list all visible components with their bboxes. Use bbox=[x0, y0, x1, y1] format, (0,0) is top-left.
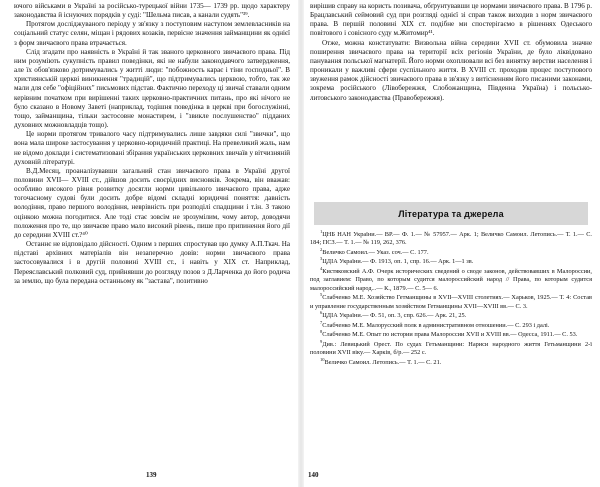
reference-text: Кистяковский А.Ф. Очерк исторических сведений о своде законов, действовавших в Малороссии, под заглавием: Право, по которым судится малороссийский народ // Права, по которым судится малороссийский народ...— К., 1879.— С. 5— 6. bbox=[310, 267, 592, 292]
paragraph: Отже, можна констатувати: Визвольна війна середини XVII ст. обумовила значне поширення звичаєвого права на території всіх регіонів України, де було ліквідовано панування польської магнатерії. Його норми охоплювали всі без винятку верстви населення і проникали у важливі сфери суспільного життя. В XVIII ст. проходив процес поступового звуження рамок дійсності звичаєвого права в зв'язку з витісненням його писаними законами, зокрема російського (Лівобережжя, Слобожанщина, Південна Україна) і польсько-литовського законодавства (Правобережжя). bbox=[310, 38, 592, 102]
reference-item bbox=[310, 246, 592, 257]
reference-item bbox=[310, 294, 592, 311]
paragraph: ючого військами в Україні за російсько-турецької війни 1735— 1739 рр. щодо характеру законодавства й існуючих порядків у суді: "Шельма писав, а канали судять"³⁹. bbox=[14, 2, 290, 20]
reference-text: Величко Самоил. Летопись.— Т. 1.— С. 21. bbox=[324, 358, 442, 366]
reference-text: ЦНБ НАН України.— ВР.— Ф. 1.— № 57957.— Арк. 1; Величко Самоил. Летопись.— Т. 1.— С. 184; ПСЗ.— Т. 1.— № 119, 262, 376. bbox=[310, 231, 592, 247]
reference-item bbox=[310, 331, 592, 339]
right-page bbox=[304, 0, 600, 487]
reference-number: 6 bbox=[320, 309, 323, 315]
reference-text: ЦДІА України.— Ф. 1913, оп. 1, спр. 16.— Арк. 1—1 зв. bbox=[322, 258, 474, 266]
right-page-text bbox=[310, 2, 592, 103]
section-heading: Література та джерела bbox=[314, 202, 588, 225]
references-list bbox=[310, 228, 592, 368]
reference-number: 7 bbox=[320, 319, 323, 325]
reference-number: 2 bbox=[320, 246, 323, 252]
reference-item bbox=[310, 228, 592, 248]
reference-text: ЦДІА України.— Ф. 51, оп. 3, спр. 626.— Арк. 21, 25. bbox=[322, 312, 467, 320]
paragraph: В.Д.Месяц, проаналізувавши загальний стан звичаєвого права в Україні другої половини XVII— XVIII ст., дійшов досить своєрідних висновків. Зокрема, він вважав: особливо виcокого рівня розвитку досягли норми цивільного звичаєвого права, адже тогочасному судові були досить добре відомі складні юридичні поняття: давність володіння, право першого володіння, неврівність при розподілі спадщини і т.ін. З такою оцінкою можна погодитися. Але тоді стає зовсім не зрозумілим, чому автор, доводячи положення про те, що звичаєве право мало високий рівень, пише про припинення його дії до середини XVIII ст.?⁴⁰ bbox=[14, 166, 290, 239]
reference-text: Слабченко М.Е. Малорусский полк в административном отношении.— С. 293 і далі. bbox=[322, 321, 550, 329]
left-page-text bbox=[14, 2, 290, 286]
reference-item bbox=[310, 258, 592, 266]
page-number: 139 bbox=[146, 471, 157, 479]
reference-number: 9 bbox=[320, 338, 323, 344]
reference-text: Див.: Левицький Орест. По судах Гетьманщини: Нариси народного життя Гетьманщини 2-ї половини XVII віку.— Харків, б/р.— 252 с. bbox=[310, 340, 592, 356]
reference-number: 5 bbox=[320, 292, 323, 298]
reference-number: 3 bbox=[320, 256, 323, 262]
reference-number: 8 bbox=[320, 329, 323, 334]
reference-item bbox=[310, 265, 592, 293]
paragraph: Це норми протягом тривалого часу підтримувались лише завдяки силі "звички", що вона мала широке застосування у церковно-юридичній практиці. На превеликий жаль, нам не відомо доклади і систематизовані збірання українських церковних звичаїв у вітчизняній духовній літературі. bbox=[14, 130, 290, 166]
paragraph: Слід згадати про наявність в Україні й так званого церковного звичаєвого права. Під ним розуміють сукупність правил поведінки, які не набули законодавчого затвердження, але їх обов'язково дотримувались у житті люди: "побожность карає і тіни господньої". В християнській церкві виникнення "традицій", що підтримувались церквою, тобто, так же мали для себе "офіційних" письмових підстав. Фактично переходу ці звичаї ставали одним керівним початком при вирішенні таких церковно-практичних питань, про які нічого не було сказано в Новому Заветі (наприклад, тодішня поведінка в церкві при богослужінні, тощо, займанщина, тільки застосовне монастирем, і "звикле послушенство" підданих духовних можновладців тощо). bbox=[14, 47, 290, 130]
reference-item bbox=[310, 356, 592, 367]
reference-number: 4 bbox=[320, 265, 323, 271]
paragraph: Останнє не відповідало дійсності. Одним з перших спростував цю думку А.П.Ткач. На підставі архівних матеріалів він незаперечно довів: норми звичаєвого права застосовувалися і в другій половині XVIII ст., і навіть у XIX ст. Наприклад, Переяславський полковий суд, прийнявши до розгляду позов з Д.Ларченка до його родича за землю, що була передана останньому як "застава", позитивно bbox=[14, 240, 290, 285]
reference-text: Слабченко М.Е. Хозяйство Гетманщины в XVII—XVIII столетиях.— Харьков, 1925.— Т. 4: Состав и управление государственным хозяйством Гетманщины XVII—XVIII вв.— С. 3. bbox=[310, 294, 592, 310]
reference-item bbox=[310, 319, 592, 330]
paragraph: вирішив справу на користь позивача, обґрунтувавши це нормами звичаєвого права. В 1796 р. Брацлавський сеймовий суд при розгляді однієї зі справ також виходив з норм звичаєвого права. В першій половині XIX ст. подібне ми спостерігаємо в рішеннях Одеського повітового і совісного суду м.Житомир⁴¹. bbox=[310, 2, 592, 38]
left-page bbox=[0, 0, 298, 487]
page-number: 140 bbox=[308, 471, 319, 479]
reference-number: 1 bbox=[320, 228, 323, 234]
reference-item bbox=[310, 338, 592, 358]
paragraph: Протягом досліджуваного періоду у зв'язку з поступовим наступом землевласників на соціальний статус селян, міщан і рядових козаків, первісне значення займанщини як однієї з форм звичаєвого права втрачається. bbox=[14, 20, 290, 47]
reference-number: 10 bbox=[320, 356, 325, 362]
reference-text: Слабченко М.Е. Опыт по истории права Малороссии XVII и XVIII вв.— Одесса, 1911.— С. 53. bbox=[322, 331, 578, 339]
reference-item bbox=[310, 309, 592, 320]
reference-text: Величко Самоил.— Указ. соч.— С. 177. bbox=[322, 248, 429, 256]
